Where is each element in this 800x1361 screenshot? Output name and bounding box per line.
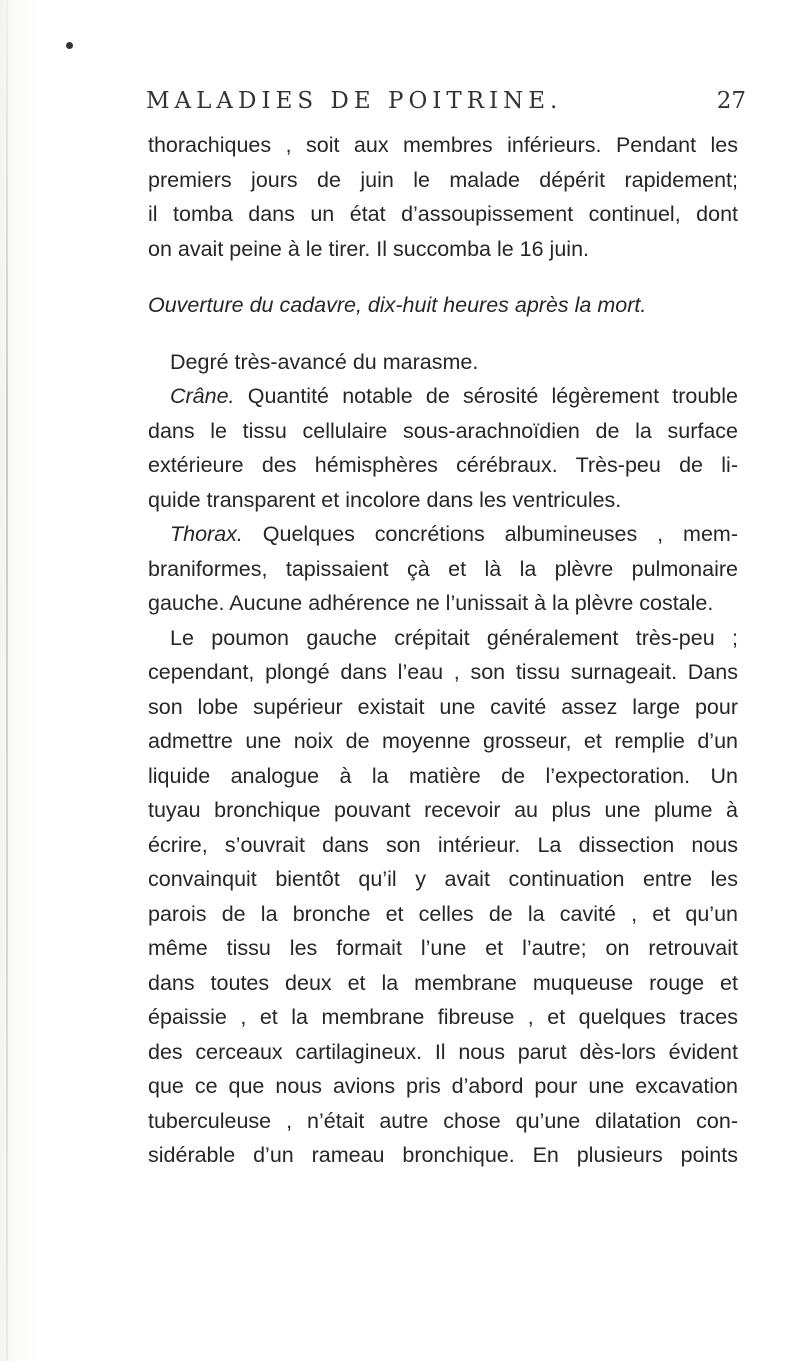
- text-line: des cerceaux cartilagineux. Il nous parut dès-lors évident: [148, 1039, 738, 1064]
- text-line: premiers jours de juin le malade dépérit rapidement;: [148, 167, 738, 192]
- running-title: MALADIES DE POITRINE.: [146, 88, 563, 114]
- text-line: épaissie , et la membrane fibreuse , et quelques traces: [148, 1005, 738, 1029]
- paragraph-gap: [148, 323, 738, 345]
- text-line: même tissu les formait l’une et l’autre; on retrouvait: [148, 936, 738, 960]
- page-header: [146, 88, 746, 122]
- page-number: 27: [716, 88, 746, 114]
- text-line: dans le tissu cellulaire sous-arachnoïdien de la surface: [148, 418, 738, 443]
- text-line: tuyau bronchique pouvant recevoir au plus une plume à: [148, 798, 738, 822]
- text-line: admettre une noix de moyenne grosseur, et remplie d’un: [148, 729, 738, 753]
- text-line: tuberculeuse , n’était autre chose qu’une dilatation con-: [148, 1108, 738, 1133]
- text-line: sidérable d’un rameau bronchique. En plusieurs points: [148, 1143, 738, 1167]
- paragraph-gap: [148, 266, 738, 288]
- body-text: [148, 128, 738, 1173]
- ink-spot: [66, 42, 73, 49]
- text-line: braniformes, tapissaient çà et là la plèvre pulmonaire: [148, 556, 738, 581]
- text-fragment: Quelques concrétions albumineuses , mem-: [242, 522, 738, 546]
- page-spine-shadow: [6, 0, 8, 1361]
- text-line: on avait peine à le tirer. Il succomba le 16 juin.: [148, 236, 590, 261]
- text-line: cependant, plongé dans l’eau , son tissu surnageait. Dans: [148, 660, 738, 684]
- text-line: [148, 379, 738, 414]
- text-line: que ce que nous avions pris d’abord pour une excavation: [148, 1074, 738, 1098]
- section-heading: Ouverture du cadavre, dix-huit heures après la mort.: [148, 293, 647, 317]
- text-line: dans toutes deux et la membrane muqueuse rouge et: [148, 970, 738, 995]
- text-line: extérieure des hémisphères cérébraux. Très-peu de li-: [148, 453, 738, 477]
- text-line: thorachiques , soit aux membres inférieurs. Pendant les: [148, 133, 738, 157]
- text-line: [148, 517, 738, 552]
- paragraph-label-thorax: Thorax.: [170, 522, 243, 546]
- text-line: Le poumon gauche crépitait généralement très-peu ;: [170, 625, 738, 650]
- text-fragment: Quantité notable de sérosité légèrement trouble: [234, 384, 738, 408]
- paragraph-label-crane: Crâne.: [170, 384, 235, 408]
- text-line: parois de la bronche et celles de la cavité , et qu’un: [148, 901, 738, 926]
- text-line: liquide analogue à la matière de l’expectoration. Un: [148, 763, 738, 788]
- text-line: convainquit bientôt qu’il y avait continuation entre les: [148, 867, 738, 891]
- text-line: quide transparent et incolore dans les ventricules.: [148, 487, 622, 512]
- text-line: Degré très-avancé du marasme.: [170, 349, 479, 374]
- text-line: gauche. Aucune adhérence ne l’unissait à la plèvre costale.: [148, 591, 714, 615]
- text-line: son lobe supérieur existait une cavité assez large pour: [148, 694, 738, 719]
- text-line: il tomba dans un état d’assoupissement continuel, dont: [148, 202, 738, 226]
- text-line: écrire, s’ouvrait dans son intérieur. La dissection nous: [148, 832, 738, 857]
